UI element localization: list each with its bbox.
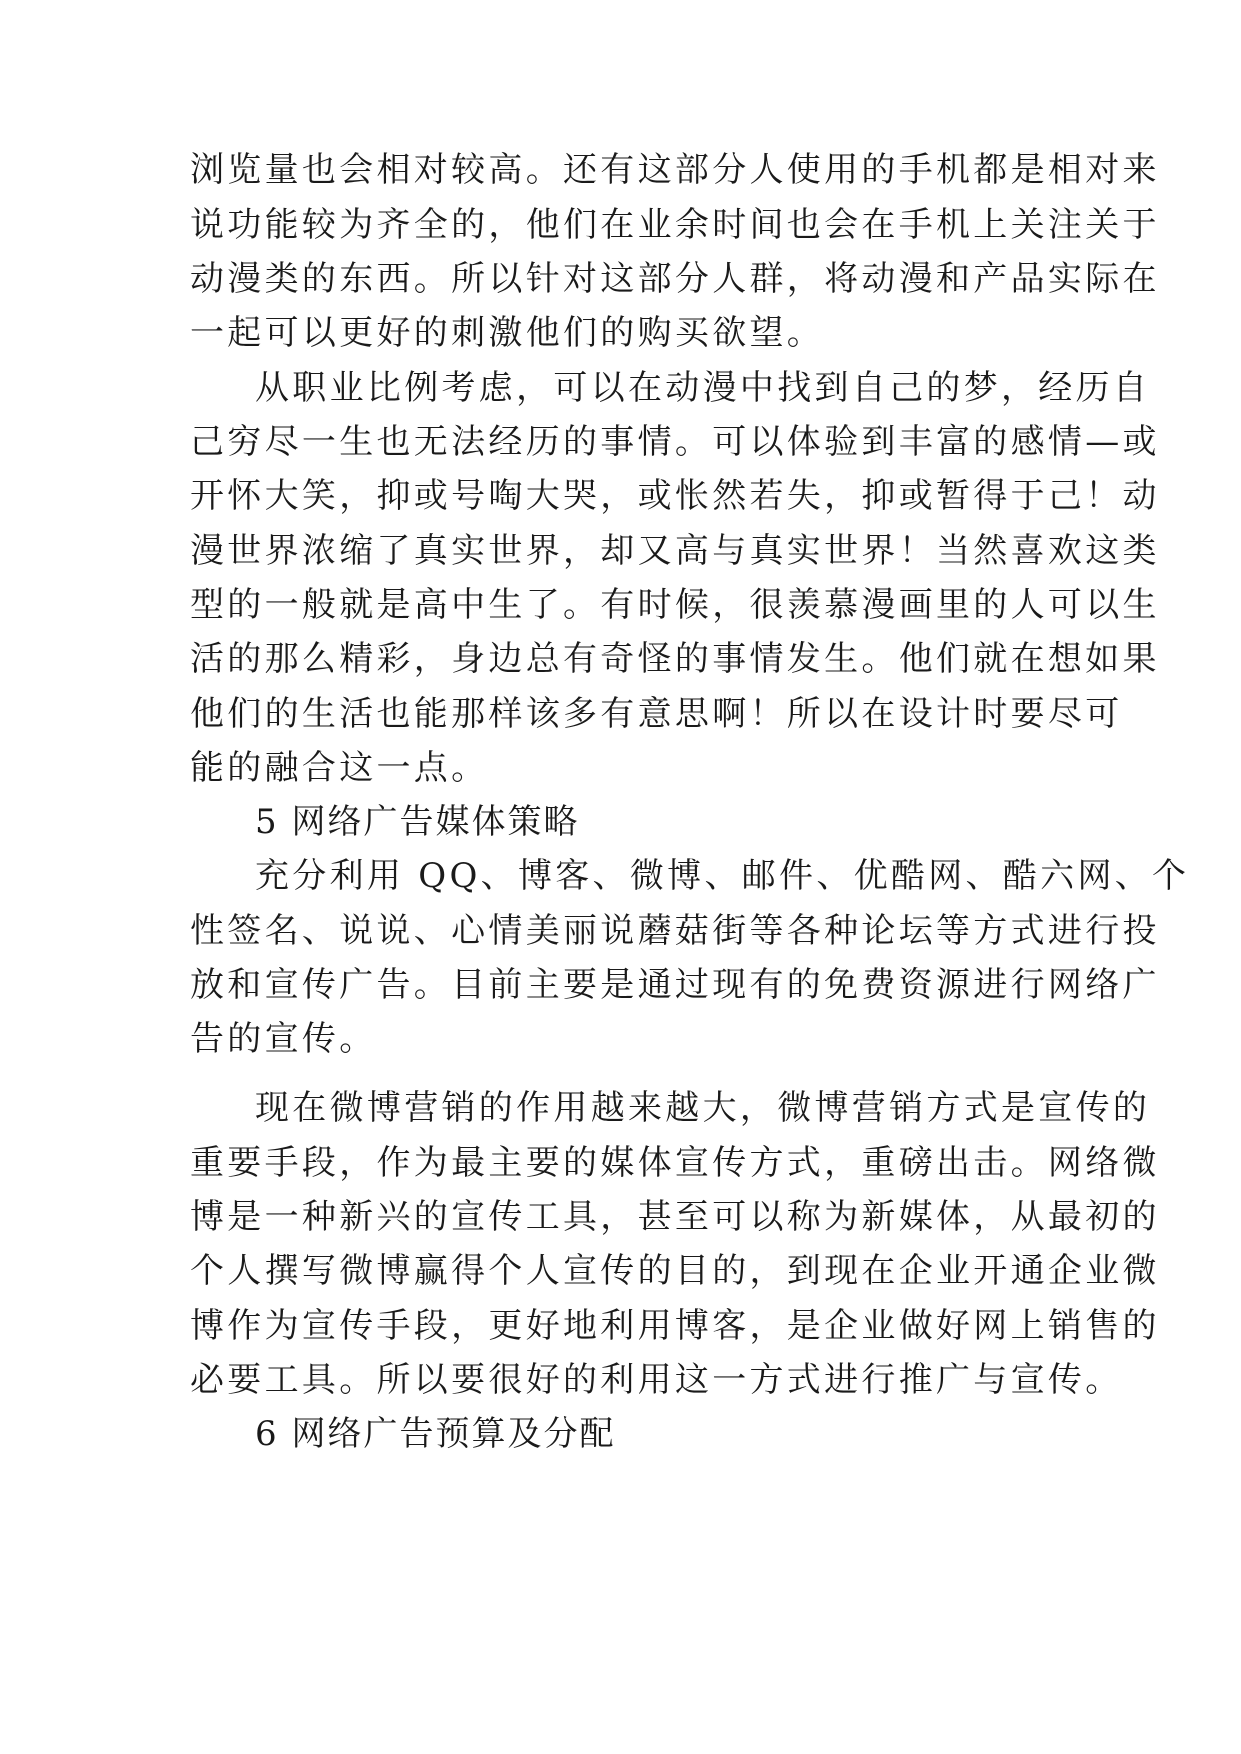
paragraph-line: 博是一种新兴的宣传工具，甚至可以称为新媒体，从最初的 — [190, 1197, 1160, 1237]
section-heading: 5 网络广告媒体策略 — [255, 802, 580, 842]
paragraph-line: 重要手段，作为最主要的媒体宣传方式，重磅出击。网络微 — [190, 1143, 1160, 1183]
paragraph-line: 动漫类的东西。所以针对这部分人群，将动漫和产品实际在 — [190, 259, 1160, 299]
paragraph-line: 充分利用 QQ、博客、微博、邮件、优酷网、酷六网、个 — [255, 856, 1190, 896]
paragraph-line: 能的融合这一点。 — [190, 748, 489, 788]
paragraph-line: 现在微博营销的作用越来越大，微博营销方式是宣传的 — [255, 1088, 1151, 1128]
paragraph-line: 己穷尽一生也无法经历的事情。可以体验到丰富的感情—或 — [190, 422, 1160, 462]
paragraph-line: 开怀大笑，抑或号啕大哭，或怅然若失，抑或暂得于己！动 — [190, 476, 1160, 516]
paragraph-line: 放和宣传广告。目前主要是通过现有的免费资源进行网络广 — [190, 965, 1160, 1005]
paragraph-line: 浏览量也会相对较高。还有这部分人使用的手机都是相对来 — [190, 150, 1160, 190]
paragraph-line: 博作为宣传手段，更好地利用博客，是企业做好网上销售的 — [190, 1306, 1160, 1346]
paragraph-line: 说功能较为齐全的，他们在业余时间也会在手机上关注关于 — [190, 205, 1160, 245]
paragraph-line: 他们的生活也能那样该多有意思啊！所以在设计时要尽可 — [190, 694, 1123, 734]
paragraph-line: 型的一般就是高中生了。有时候，很羡慕漫画里的人可以生 — [190, 585, 1160, 625]
paragraph-line: 活的那么精彩，身边总有奇怪的事情发生。他们就在想如果 — [190, 639, 1160, 679]
paragraph-line: 漫世界浓缩了真实世界，却又高与真实世界！当然喜欢这类 — [190, 531, 1160, 571]
paragraph-line: 一起可以更好的刺激他们的购买欲望。 — [190, 313, 825, 353]
paragraph-line: 个人撰写微博赢得个人宣传的目的，到现在企业开通企业微 — [190, 1251, 1160, 1291]
section-heading: 6 网络广告预算及分配 — [255, 1414, 616, 1454]
paragraph-line: 性签名、说说、心情美丽说蘑菇街等各种论坛等方式进行投 — [190, 911, 1160, 951]
paragraph-line: 必要工具。所以要很好的利用这一方式进行推广与宣传。 — [190, 1360, 1123, 1400]
paragraph-line: 告的宣传。 — [190, 1019, 377, 1059]
paragraph-line: 从职业比例考虑，可以在动漫中找到自己的梦，经历自 — [255, 368, 1151, 408]
